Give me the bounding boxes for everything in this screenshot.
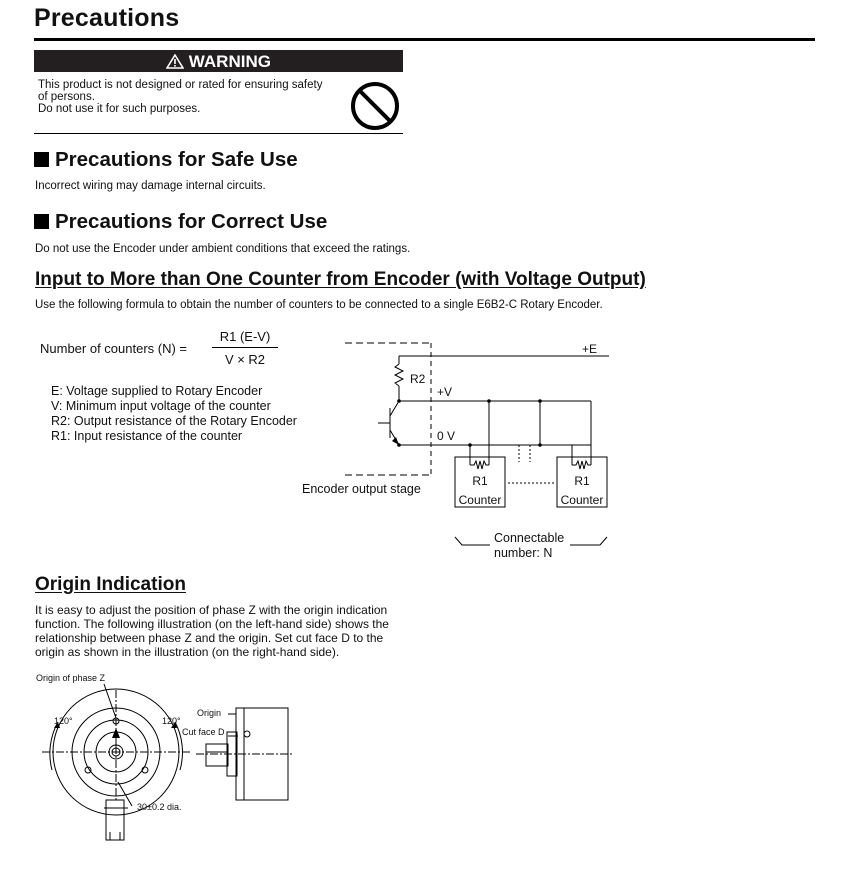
origin-text-line: origin as shown in the illustration (on the right-hand side). xyxy=(35,645,340,659)
label-connectable-number: number: N xyxy=(494,546,553,560)
label-r2: R2 xyxy=(410,372,426,386)
formula-denominator: V × R2 xyxy=(224,352,266,367)
label-plus-v: +V xyxy=(437,385,453,399)
origin-text-line: It is easy to adjust the position of phase Z with the origin indication xyxy=(35,603,388,617)
warning-line-1: This product is not designed or rated for ensuring safety xyxy=(38,79,323,91)
definition-item: V: Minimum input voltage of the counter xyxy=(51,399,271,413)
label-angle-right: 120° xyxy=(162,716,181,726)
correct-use-heading-text: Precautions for Correct Use xyxy=(55,210,328,233)
origin-text-line: function. The following illustration (on the left-hand side) shows the xyxy=(35,617,389,631)
label-origin-phase-z: Origin of phase Z xyxy=(36,673,106,683)
formula-label: Number of counters (N) = xyxy=(40,341,188,356)
warning-line-3: Do not use it for such purposes. xyxy=(38,103,201,115)
label-angle-left: 120° xyxy=(54,716,73,726)
origin-text-line: relationship between phase Z and the origin. Set cut face D to the xyxy=(35,631,384,645)
formula-numerator: R1 (E-V) xyxy=(219,329,271,344)
definition-item: R2: Output resistance of the Rotary Encoder xyxy=(51,414,297,428)
label-counter-a: Counter xyxy=(458,493,502,507)
input-section-heading: Input to More than One Counter from Encoder (with Voltage Output) xyxy=(35,269,646,290)
label-r1-b: R1 xyxy=(574,474,590,488)
definition-item: E: Voltage supplied to Rotary Encoder xyxy=(51,384,263,398)
origin-section-heading: Origin Indication xyxy=(35,574,186,595)
label-r1-a: R1 xyxy=(472,474,488,488)
label-zero-v: 0 V xyxy=(437,429,456,443)
safe-use-heading-text: Precautions for Safe Use xyxy=(55,148,298,171)
label-dia: 30±0.2 dia. xyxy=(137,802,182,812)
input-section-text: Use the following formula to obtain the number of counters to be connected to a single E6B2-C Rotary Encoder. xyxy=(35,299,603,311)
safe-use-text: Incorrect wiring may damage internal circuits. xyxy=(35,180,266,192)
warning-line-2: of persons. xyxy=(38,91,95,103)
label-plus-e: +E xyxy=(582,342,598,356)
correct-use-text: Do not use the Encoder under ambient conditions that exceed the ratings. xyxy=(35,243,411,255)
page-title: Precautions xyxy=(34,4,180,32)
label-cut-face: Cut face D xyxy=(182,727,225,737)
label-connectable: Connectable xyxy=(494,531,565,545)
definition-item: R1: Input resistance of the counter xyxy=(51,429,243,443)
warning-label: WARNING xyxy=(188,52,271,71)
label-encoder-stage: Encoder output stage xyxy=(302,482,421,496)
label-counter-b: Counter xyxy=(560,493,604,507)
label-origin: Origin xyxy=(197,708,222,718)
